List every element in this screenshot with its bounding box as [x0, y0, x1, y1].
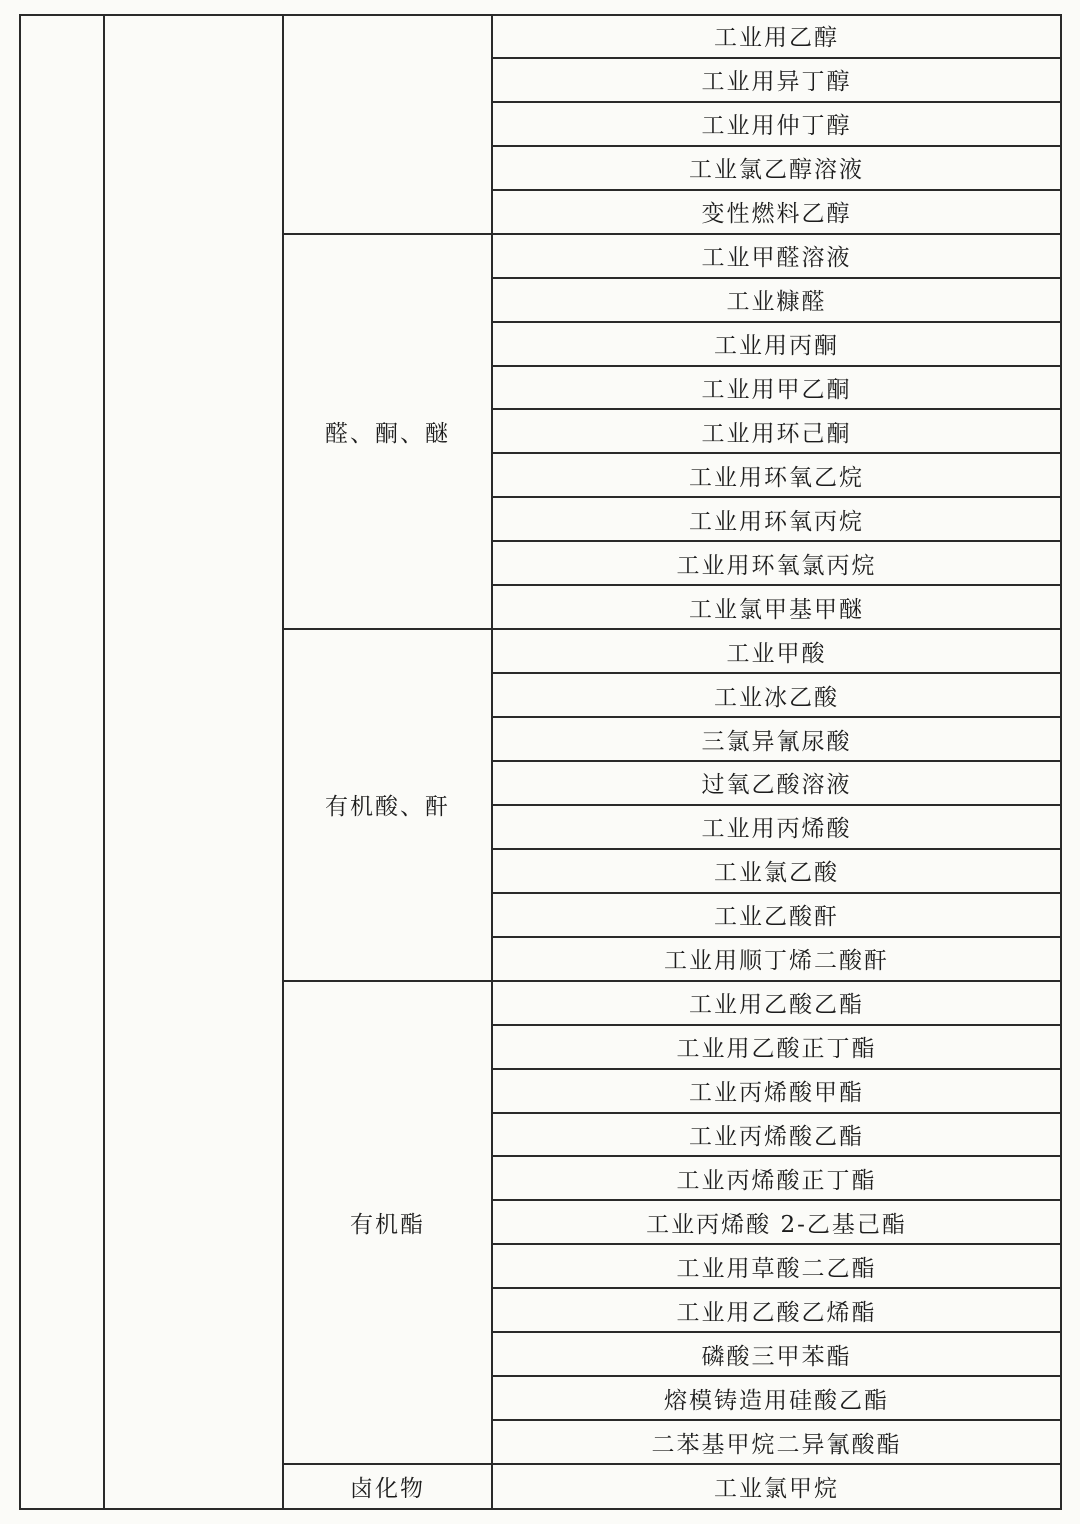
product-name-cell: 工业甲酸 — [726, 640, 827, 667]
row-divider — [492, 716, 1061, 718]
column-border — [103, 14, 105, 1510]
row-divider — [492, 892, 1061, 894]
product-name-cell: 工业用乙酸乙酯 — [689, 992, 864, 1019]
product-name-cell: 工业糠醛 — [726, 289, 827, 316]
product-name-cell: 工业用乙酸乙烯酯 — [676, 1299, 877, 1326]
row-divider — [492, 936, 1061, 938]
product-name-cell: 工业氯乙醇溶液 — [689, 157, 864, 184]
category-cell: 有机酸、酐 — [325, 794, 450, 821]
product-name-cell: 工业用环氧乙烷 — [689, 464, 864, 491]
product-name-cell: 工业用草酸二乙酯 — [676, 1255, 877, 1282]
row-divider — [492, 321, 1061, 323]
row-divider — [492, 584, 1061, 586]
product-name-cell: 工业用顺丁烯二酸酐 — [664, 948, 889, 975]
row-divider — [492, 452, 1061, 454]
row-divider — [492, 1375, 1061, 1377]
row-divider — [492, 408, 1061, 410]
row-divider — [492, 1331, 1061, 1333]
product-name-cell: 工业丙烯酸正丁酯 — [676, 1167, 877, 1194]
product-name-cell: 工业丙烯酸甲酯 — [689, 1080, 864, 1107]
product-name-cell: 工业氯甲烷 — [714, 1475, 839, 1502]
product-name-cell: 工业用乙酸正丁酯 — [676, 1036, 877, 1063]
product-name-cell: 工业丙烯酸乙酯 — [689, 1123, 864, 1150]
product-name-cell: 工业用丙烯酸 — [701, 816, 852, 843]
product-name-cell: 工业用甲乙酮 — [701, 376, 852, 403]
product-name-cell: 三氯异氰尿酸 — [701, 728, 852, 755]
row-divider — [492, 1243, 1061, 1245]
product-name-cell: 工业用仲丁醇 — [701, 113, 852, 140]
row-divider — [492, 1287, 1061, 1289]
row-divider — [492, 1112, 1061, 1114]
product-name-cell: 工业用环氧丙烷 — [689, 508, 864, 535]
product-name-cell: 工业用丙酮 — [714, 333, 839, 360]
product-name-cell: 工业甲醛溶液 — [701, 245, 852, 272]
product-name-cell: 工业用环己酮 — [701, 420, 852, 447]
row-divider — [492, 804, 1061, 806]
row-divider — [492, 277, 1061, 279]
row-divider — [492, 848, 1061, 850]
row-divider — [492, 1068, 1061, 1070]
product-name-cell: 二苯基甲烷二异氰酸酯 — [651, 1431, 902, 1458]
product-name-cell: 工业用环氧氯丙烷 — [676, 552, 877, 579]
row-divider — [492, 672, 1061, 674]
row-divider — [492, 760, 1061, 762]
row-divider — [492, 145, 1061, 147]
row-divider — [492, 1024, 1061, 1026]
product-name-cell: 工业氯甲基甲醚 — [689, 596, 864, 623]
row-divider — [492, 1419, 1061, 1421]
category-cell — [283, 14, 492, 234]
row-divider — [492, 57, 1061, 59]
product-name-cell: 工业丙烯酸 2-乙基己酯 — [646, 1211, 907, 1238]
product-name-cell: 磷酸三甲苯酯 — [701, 1343, 852, 1370]
product-name-cell: 工业用异丁醇 — [701, 69, 852, 96]
product-name-cell: 熔模铸造用硅酸乙酯 — [664, 1387, 889, 1414]
product-name-cell: 工业乙酸酐 — [714, 904, 839, 931]
product-name-cell: 工业冰乙酸 — [714, 684, 839, 711]
product-name-cell: 工业用乙醇 — [714, 25, 839, 52]
column-border — [19, 14, 21, 1510]
row-divider — [492, 1199, 1061, 1201]
table-bottom-border — [20, 1508, 1062, 1510]
product-name-cell: 变性燃料乙醇 — [701, 201, 852, 228]
product-name-cell: 过氧乙酸溶液 — [701, 772, 852, 799]
row-divider — [492, 365, 1061, 367]
row-divider — [492, 1155, 1061, 1157]
category-cell: 醛、酮、醚 — [325, 420, 450, 447]
category-cell: 卤化物 — [350, 1475, 425, 1502]
row-divider — [492, 101, 1061, 103]
row-divider — [492, 189, 1061, 191]
row-divider — [492, 540, 1061, 542]
row-divider — [492, 496, 1061, 498]
category-cell: 有机酯 — [350, 1211, 425, 1238]
product-name-cell: 工业氯乙酸 — [714, 860, 839, 887]
